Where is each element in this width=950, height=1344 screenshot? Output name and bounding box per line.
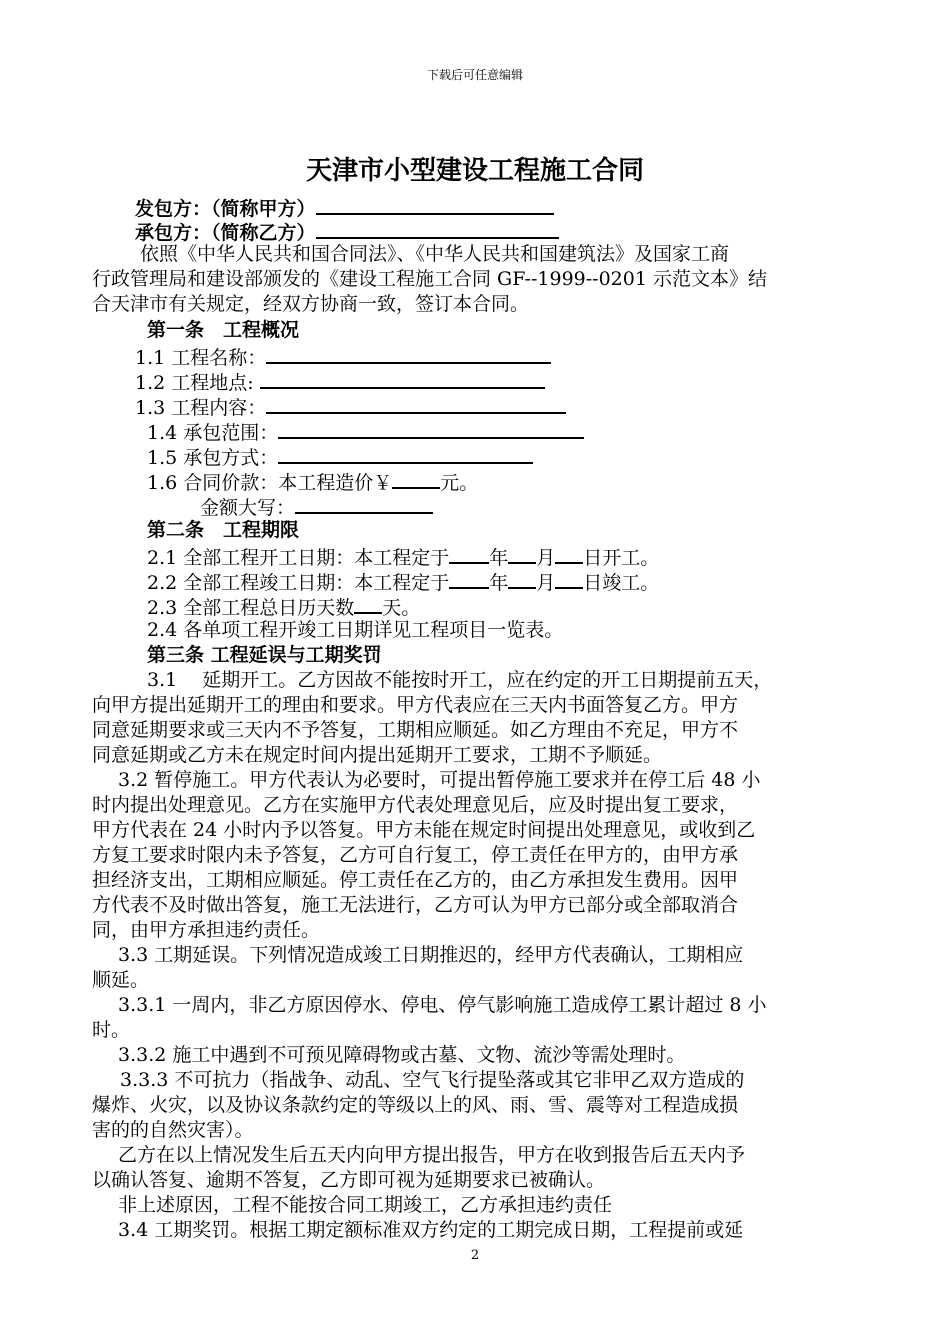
clause-3-2-line: 时内提出处理意见。乙方在实施甲方代表处理意见后，应及时提出复工要求，: [92, 794, 739, 816]
contract-method-blank[interactable]: [278, 443, 533, 464]
total-days-label: 2.3 全部工程总日历天数: [147, 597, 355, 619]
project-location-label: 1.2 工程地点:: [135, 372, 260, 394]
party-a-blank[interactable]: [316, 194, 554, 215]
page-header-note: 下载后可任意编辑: [426, 68, 523, 82]
contract-price-unit: 元。: [440, 472, 479, 494]
clause-3-2-line: 方代表不及时做出答复，施工无法进行，乙方可认为甲方已部分或全部取消合: [92, 894, 739, 916]
start-date-line: [147, 543, 659, 570]
month-label: 月: [536, 547, 556, 569]
contract-price-label: 1.6 合同价款：本工程造价￥: [147, 472, 393, 494]
project-content-line: [135, 393, 566, 420]
month-label: 月: [536, 572, 556, 594]
party-a-line: [135, 194, 554, 221]
end-day-blank[interactable]: [555, 568, 583, 589]
clause-3-3-1-line: 时。: [92, 1019, 131, 1041]
clause-3-4-line: 3.4 工期奖罚。根据工期定额标准双方约定的工期完成日期，工程提前或延: [118, 1219, 744, 1241]
page-number: 2: [470, 1248, 480, 1263]
clause-3-3-2-line: 3.3.2 施工中遇到不可预见障碍物或古墓、文物、流沙等需处理时。: [118, 1044, 686, 1066]
scope-blank[interactable]: [278, 418, 584, 439]
contract-method-line: [147, 443, 533, 470]
project-content-label: 1.3 工程内容：: [135, 397, 267, 419]
end-date-label: 2.2 全部工程竣工日期：本工程定于: [147, 572, 450, 594]
project-name-blank[interactable]: [266, 343, 551, 364]
clause-3-3-line: 3.3 工期延误。下列情况造成竣工日期推迟的，经甲方代表确认，工期相应: [118, 944, 744, 966]
contract-price-line: [147, 468, 478, 495]
clause-3-1-line: 同意延期或乙方未在规定时间内提出延期开工要求，工期不予顺延。: [92, 744, 663, 766]
clause-3-2-line: 方复工要求时限内未予答复，乙方可自行复工，停工责任在甲方的，由甲方承: [92, 844, 739, 866]
start-year-blank[interactable]: [449, 543, 489, 564]
contract-method-label: 1.5 承包方式：: [147, 447, 279, 469]
year-label: 年: [489, 547, 509, 569]
clause-3-3-1-line: 3.3.1 一周内，非乙方原因停水、停电、停气影响施工造成停工累计超过 8 小: [118, 994, 767, 1016]
report-paragraph-line: 以确认答复、逾期不答复，乙方即可视为延期要求已被确认。: [92, 1169, 606, 1191]
project-name-line: [135, 343, 551, 370]
days-unit: 天。: [382, 597, 421, 619]
clause-3-2-line: 同，由甲方承担违约责任。: [92, 919, 321, 941]
day-start-label: 日开工。: [583, 547, 660, 569]
article-3-heading: 第三条 工程延误与工期奖罚: [147, 644, 382, 666]
clause-3-2-line: 甲方代表在 24 小时内予以答复。甲方未能在规定时间提出处理意见，或收到乙: [92, 819, 756, 841]
contract-price-blank[interactable]: [392, 468, 440, 489]
clause-3-3-line: 顺延。: [92, 969, 150, 991]
project-content-blank[interactable]: [266, 393, 566, 414]
start-month-blank[interactable]: [508, 543, 536, 564]
intro-line: 依照《中华人民共和国合同法》、《中华人民共和国建筑法》及国家工商: [140, 243, 730, 265]
schedule-line: 2.4 各单项工程开竣工日期详见工程项目一览表。: [147, 619, 564, 641]
scope-line: [147, 418, 584, 445]
project-location-blank[interactable]: [260, 368, 545, 389]
clause-3-3-3-line: 3.3.3 不可抗力（指战争、动乱、空气飞行提坠落或其它非甲乙双方造成的: [120, 1069, 745, 1091]
start-date-label: 2.1 全部工程开工日期：本工程定于: [147, 547, 450, 569]
total-days-line: [147, 593, 420, 620]
amount-words-blank[interactable]: [295, 493, 433, 514]
amount-words-label: 金额大写：: [200, 497, 296, 519]
project-location-line: [135, 368, 545, 395]
day-end-label: 日竣工。: [583, 572, 660, 594]
intro-line: 合天津市有关规定，经双方协商一致，签订本合同。: [92, 293, 530, 315]
project-name-label: 1.1 工程名称：: [135, 347, 267, 369]
clause-3-1-line: 3.1 延期开工。乙方因故不能按时开工，应在约定的开工日期提前五天，: [147, 669, 773, 691]
scope-label: 1.4 承包范围：: [147, 422, 279, 444]
article-1-heading: 第一条 工程概况: [147, 319, 300, 341]
end-month-blank[interactable]: [508, 568, 536, 589]
other-causes-line: 非上述原因，工程不能按合同工期竣工，乙方承担违约责任: [118, 1194, 613, 1216]
clause-3-1-line: 向甲方提出延期开工的理由和要求。甲方代表应在三天内书面答复乙方。甲方: [92, 694, 739, 716]
clause-3-2-line: 担经济支出，工期相应顺延。停工责任在乙方的，由乙方承担发生费用。因甲: [92, 869, 739, 891]
intro-line: 行政管理局和建设部颁发的《建设工程施工合同 GF--1999--0201 示范文本》结: [92, 268, 767, 290]
report-paragraph-line: 乙方在以上情况发生后五天内向甲方提出报告，甲方在收到报告后五天内予: [118, 1144, 746, 1166]
party-b-blank[interactable]: [316, 218, 559, 239]
party-a-label: 发包方：（简称甲方）: [135, 198, 316, 220]
article-2-heading: 第二条 工程期限: [147, 519, 300, 541]
document-title: 天津市小型建设工程施工合同: [305, 156, 644, 186]
amount-words-line: [200, 493, 433, 520]
clause-3-3-3-line: 爆炸、火灾，以及协议条款约定的等级以上的风、雨、雪、震等对工程造成损: [92, 1094, 739, 1116]
start-day-blank[interactable]: [555, 543, 583, 564]
clause-3-3-3-line: 害的的自然灾害）。: [92, 1119, 254, 1141]
clause-3-1-line: 同意延期要求或三天内不予答复，工期相应顺延。如乙方理由不充足，甲方不: [92, 719, 739, 741]
party-b-label: 承包方：（简称乙方）: [135, 222, 316, 244]
clause-3-2-line: 3.2 暂停施工。甲方代表认为必要时，可提出暂停施工要求并在停工后 48 小: [118, 769, 761, 791]
end-year-blank[interactable]: [449, 568, 489, 589]
total-days-blank[interactable]: [354, 593, 382, 614]
end-date-line: [147, 568, 659, 595]
party-b-line: [135, 218, 559, 245]
year-label: 年: [489, 572, 509, 594]
